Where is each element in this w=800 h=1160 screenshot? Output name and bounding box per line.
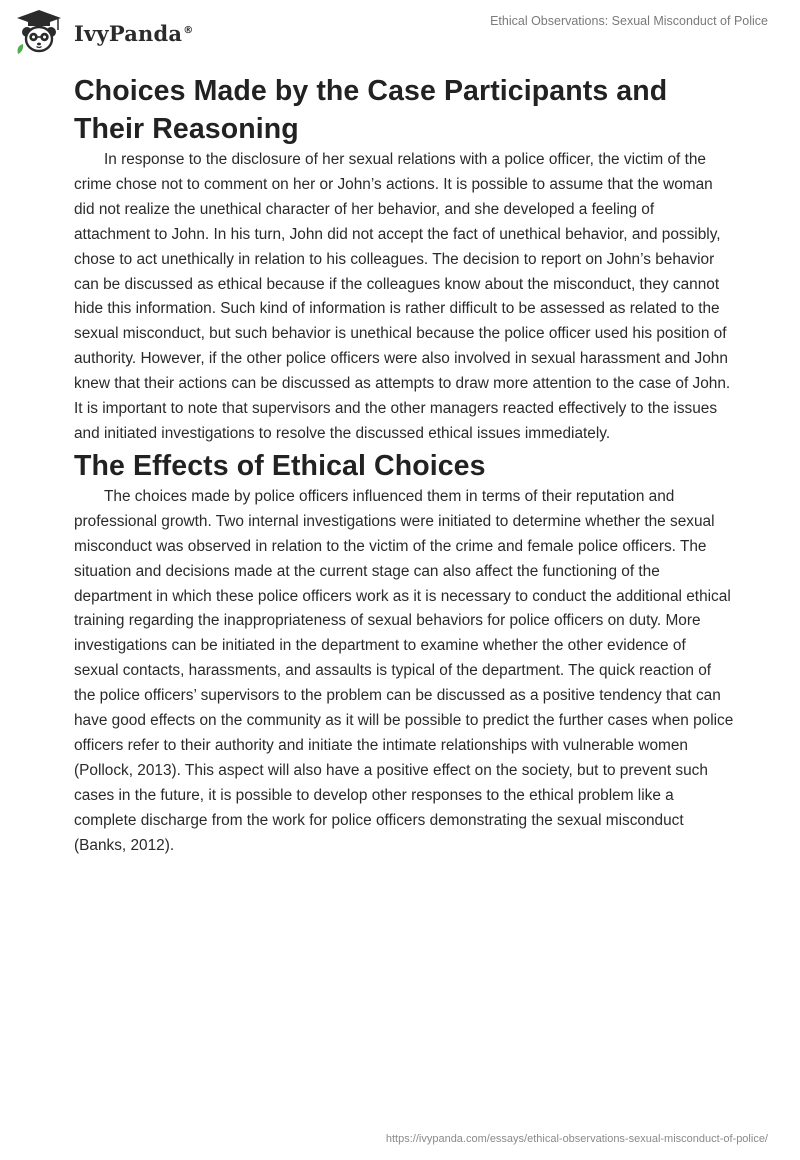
running-title: Ethical Observations: Sexual Misconduct of Police xyxy=(490,14,768,28)
brand-logo[interactable] xyxy=(14,8,193,56)
page-header xyxy=(0,0,800,64)
registered-mark: ® xyxy=(183,24,194,36)
brand-name-text: IvyPanda xyxy=(74,20,183,46)
section-heading-effects: The Effects of Ethical Choices xyxy=(74,449,486,482)
article-body xyxy=(74,72,734,858)
brand-name xyxy=(74,21,193,46)
panda-graduate-icon xyxy=(14,8,64,56)
section-paragraph-effects: The choices made by police officers influenced them in terms of their reputation and professional growth. Two internal investigations were initiated to determine whether the sexual misconduct was observed in relation to the victim of the crime and female police officers. The situation and decisions made at the current stage can also affect the functioning of the department in which these police officers work as it is necessary to conduct the additional ethical training regarding the inappropriateness of sexual behaviors for police officers on duty. More investigations can be initiated in the department to examine whether the other evidence of sexual contacts, harassments, and assaults is typical of the department. The quick reaction of the police officers’ supervisors to the problem can be discussed as a positive tendency that can have good effects on the community as it will be possible to predict the further cases when police officers refer to their authority and initiate the intimate relationships with vulnerable women (Pollock, 2013). This aspect will also have a positive effect on the society, but to prevent such cases in the future, it is possible to develop other responses to the ethical problem like a complete discharge from the work for police officers demonstrating the sexual misconduct (Banks, 2012). xyxy=(74,487,734,854)
section-heading-choices: Choices Made by the Case Participants and Their Reasoning xyxy=(74,75,668,145)
section-paragraph-choices: In response to the disclosure of her sexual relations with a police officer, the victim of the crime chose not to comment on her or John’s actions. It is possible to assume that the woman did not realize the unethical character of her behavior, and she developed a feeling of attachment to John. In his turn, John did not accept the fact of unethical behavior, and possibly, chose to act unethically in relation to his colleagues. The decision to report on John’s behavior can be discussed as ethical because if the colleagues know about the misconduct, they cannot hide this information. Such kind of information is rather difficult to be assessed as related to the sexual misconduct, but such behavior is unethical because the police officer used his position of authority. However, if the other police officers were also involved in sexual harassment and John knew that their actions can be discussed as attempts to draw more attention to the case of John. It is important to note that supervisors and the other managers reacted effectively to the issues and initiated investigations to resolve the discussed ethical issues immediately. xyxy=(74,151,731,442)
source-url[interactable]: https://ivypanda.com/essays/ethical-observations-sexual-misconduct-of-police/ xyxy=(385,1133,768,1145)
